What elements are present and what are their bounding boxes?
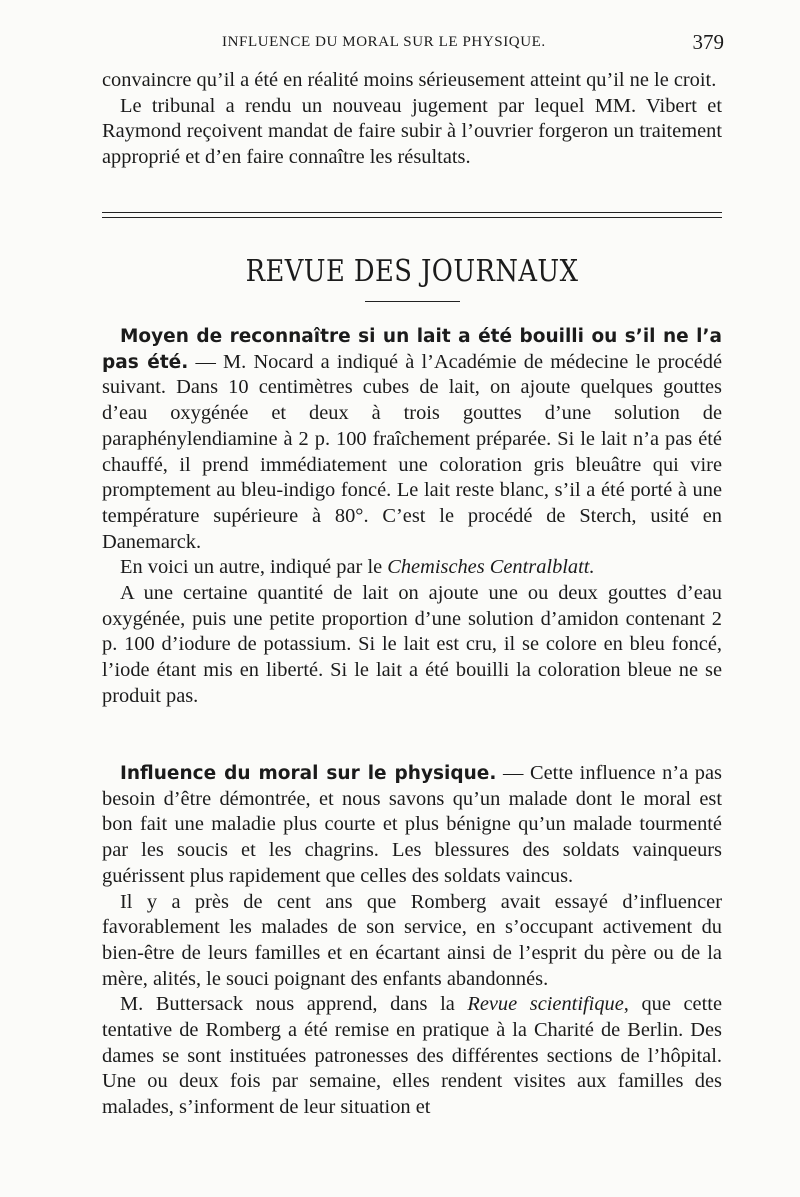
article-milk-body: — M. Nocard a indiqué à l’Académie de médecine le procédé suivant. Dans 10 centimètres cubes de lait, on ajoute quelques gouttes d’eau oxygénée et deux à trois gouttes d’une solution de paraphénylendiamine à 2 p. 100 fraîchement préparée. Si le lait n’a pas été chauffé, il prend immédiatement une coloration gris bleuâtre qui vire promptement au bleu-indigo foncé. Le lait reste blanc, s’il a été porté à une température supérieure à 80°. C’est le procédé de Sterch, usité en Danemarck.: [102, 350, 722, 553]
article-milk-paragraph-1: [102, 324, 722, 555]
double-rule-bottom: [102, 217, 722, 218]
page-number: 379: [692, 30, 724, 54]
article-moral-paragraph-3-end: , que cette tentative de Romberg a été remise en pratique à la Charité de Berlin. Des dames se sont instituées patronesses des différentes sections de l’hôpital. Une ou deux fois par semaine, elles rendent visites aux familles des malades, s’informent de leur situation et: [102, 993, 722, 1119]
article-milk: [102, 324, 722, 710]
double-rule-top: [102, 212, 722, 213]
article-moral-paragraph-2: Il y a près de cent ans que Romberg avait essayé d’influencer favorablement les malades de son service, en s’occupant activement du bien-être de leurs familles et en écartant ainsi de l’esprit du père ou de la mère, alités, le souci poignant des enfants abandonnés.: [102, 890, 722, 990]
article-milk-title: Moyen de reconnaître si un lait a été bouilli ou s’il ne l’a pas été.: [102, 326, 722, 373]
article-moral: [102, 761, 722, 1121]
source-chemisches-centralblatt: Chemisches Centralblatt.: [387, 556, 595, 579]
heading-underline: [365, 301, 460, 302]
intro-paragraph-2: Le tribunal a rendu un nouveau jugement par lequel MM. Vibert et Raymond reçoivent mandat de faire subir à l’ouvrier forgeron un traitement approprié et d’en faire connaître les résultats.: [102, 94, 722, 169]
article-milk-paragraph-3: A une certaine quantité de lait on ajoute une ou deux gouttes d’eau oxygénée, puis une petite proportion d’une solution d’amidon contenant 2 p. 100 d’iodure de potassium. Si le lait est cru, il se colore en bleu foncé, l’iode étant mis en liberté. Si le lait a été bouilli la coloration bleue ne se produit pas.: [102, 582, 722, 707]
intro-paragraph-1: convaincre qu’il a été en réalité moins sérieusement atteint qu’il ne le croit.: [102, 69, 717, 91]
intro-text: [102, 68, 722, 171]
article-milk-paragraph-2: [102, 555, 722, 581]
article-moral-title: Influence du moral sur le physique.: [120, 763, 497, 784]
running-header: [104, 30, 724, 56]
section-heading: REVUE DES JOURNAUX: [245, 254, 579, 289]
article-moral-paragraph-1: [102, 761, 722, 890]
article-moral-paragraph-3-text: M. Buttersack nous apprend, dans la: [120, 993, 468, 1016]
article-milk-paragraph-2-text: En voici un autre, indiqué par le: [120, 556, 388, 579]
running-title: INFLUENCE DU MORAL SUR LE PHYSIQUE.: [222, 34, 546, 50]
source-revue-scientifique: Revue scientifique: [467, 993, 624, 1016]
article-moral-paragraph-3: [102, 992, 722, 1121]
article-moral-body: — Cette influence n’a pas besoin d’être démontrée, et nous savons qu’un malade dont le moral est bon fait une maladie plus courte et plus bénigne qu’un malade tourmenté par les soucis et les chagrins. Les blessures des soldats vainqueurs guérissent plus rapidement que celles des soldats vaincus.: [102, 762, 722, 887]
